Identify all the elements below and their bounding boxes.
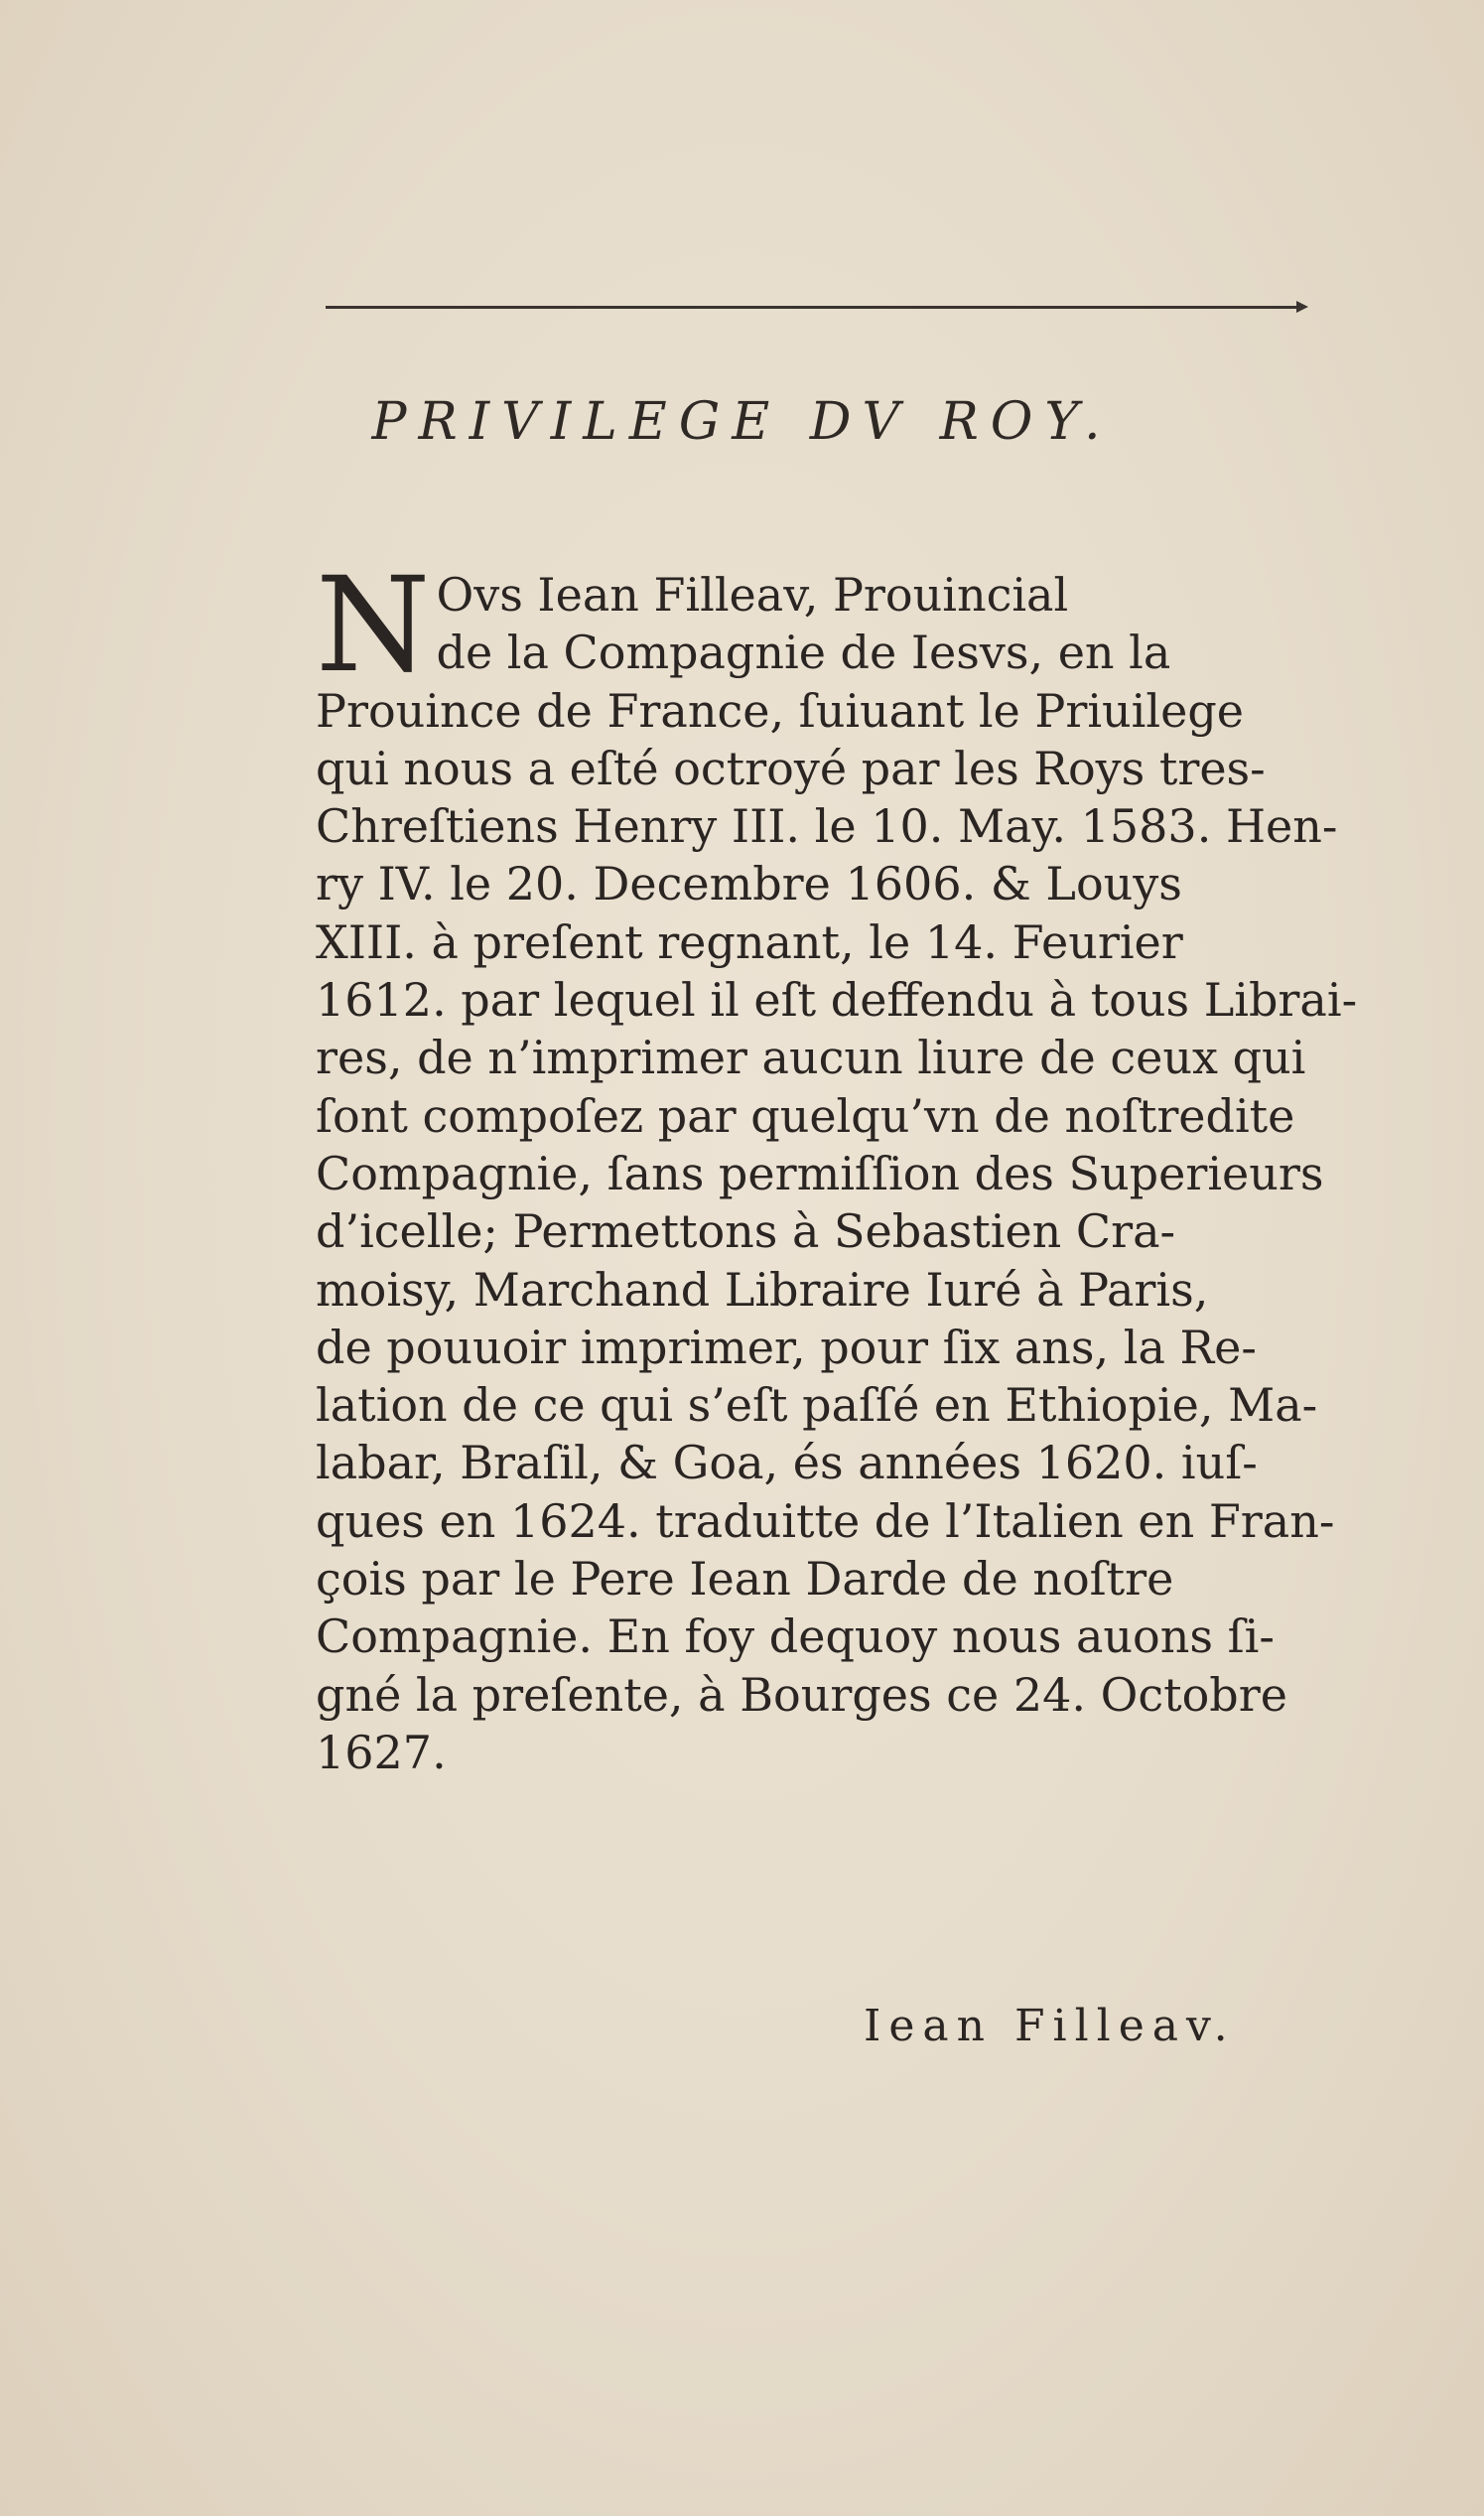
text-line: res, de n’imprimer aucun liure de ceux qui (316, 1031, 1306, 1085)
text-line: XIII. à preſent regnant, le 14. Feurier (316, 914, 1183, 969)
text-line: gné la preſente, à Bourges ce 24. Octobre (316, 1667, 1287, 1722)
text-line: lation de ce qui s’eſt paſſé en Ethiopie, Ma- (316, 1378, 1318, 1433)
text-line: qui nous a eſté octroyé par les Roys tres- (316, 741, 1266, 795)
text-line: Compagnie. En foy dequoy nous auons ſi- (316, 1609, 1275, 1664)
text-line: de pouuoir imprimer, pour ſix ans, la Re- (316, 1320, 1257, 1374)
text-line: ry IV. le 20. Decembre 1606. & Louys (316, 857, 1182, 911)
header-rule (326, 306, 1303, 309)
signature: Iean Filleav. (864, 2001, 1236, 2051)
text-line: Prouince de France, ſuiuant le Priuilege (316, 683, 1244, 738)
text-line: moisy, Marchand Libraire Iuré à Paris, (316, 1262, 1209, 1317)
text-line: de la Compagnie de Iesvs, en la (436, 626, 1171, 680)
privilege-text (316, 549, 1408, 1781)
text-line: Compagnie, ſans permiſſion des Superieurs (316, 1146, 1324, 1200)
text-line: 1612. par lequel il eſt deffendu à tous Librai- (316, 973, 1358, 1028)
drop-cap: N (316, 549, 431, 702)
text-line: ques en 1624. traduitte de l’Italien en Fran- (316, 1493, 1335, 1548)
text-line: çois par le Pere Iean Darde de noſtre (316, 1552, 1174, 1607)
page-title: PRIVILEGE DV ROY. (371, 392, 1113, 452)
text-line: labar, Braſil, & Goa, és années 1620. iuſ- (316, 1436, 1258, 1490)
text-line: Chreſtiens Henry III. le 10. May. 1583. Hen- (316, 799, 1338, 854)
text-line: Ovs Iean Filleav, Prouincial (436, 568, 1069, 622)
text-line: d’icelle; Permettons à Sebastien Cra- (316, 1204, 1176, 1259)
text-line: 1627. (316, 1725, 447, 1779)
text-line: ſont compoſez par quelqu’vn de noſtredite (316, 1088, 1295, 1143)
header-rule-ornament (1296, 301, 1308, 313)
